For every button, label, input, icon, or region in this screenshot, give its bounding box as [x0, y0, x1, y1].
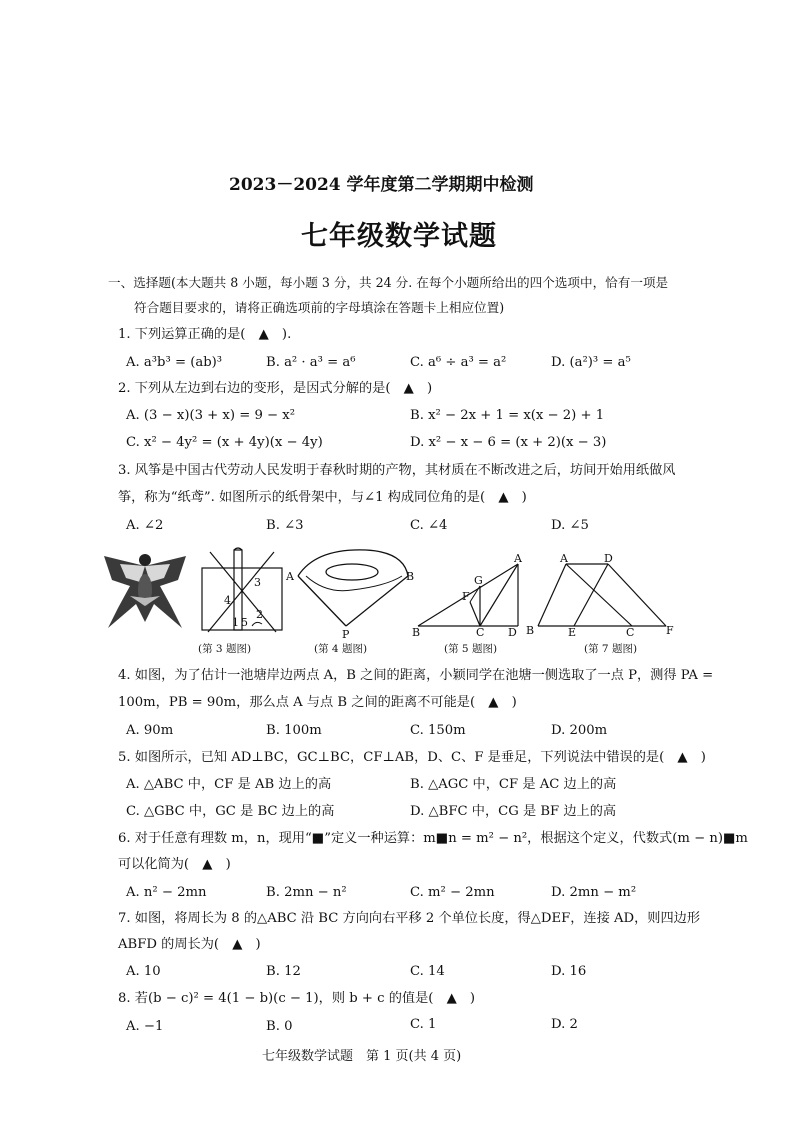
- q2-option-b: B. x² − 2x + 1 = x(x − 2) + 1: [410, 408, 605, 423]
- fig5-label-c: C: [476, 626, 485, 639]
- q3-option-d: D. ∠5: [551, 518, 589, 533]
- figure-4-caption: (第 4 题图): [314, 643, 368, 655]
- question-3-stem-line2: 筝，称为“纸鸢”. 如图所示的纸骨架中，与∠1 构成同位角的是( ▲ ): [118, 490, 527, 505]
- fig7-label-c: C: [626, 626, 635, 639]
- fig5-label-f: F: [462, 590, 470, 603]
- q2-option-d: D. x² − x − 6 = (x + 2)(x − 3): [410, 435, 607, 450]
- q2-option-a: A. (3 − x)(3 + x) = 9 − x²: [126, 408, 295, 423]
- q4-option-d: D. 200m: [551, 723, 608, 738]
- question-6-stem-line2: 可以化简为( ▲ ): [118, 857, 231, 872]
- q7-option-d: D. 16: [551, 964, 587, 979]
- section-instruction-line1: 一、选择题(本大题共 8 小题，每小题 3 分，共 24 分. 在每个小题所给出的四个选项中，恰有一项是: [108, 275, 669, 290]
- question-5-stem: 5. 如图所示，已知 AD⊥BC，GC⊥BC，CF⊥AB，D、C、F 是垂足，下列说法中错误的是( ▲ ): [118, 750, 706, 765]
- q5-option-b: B. △AGC 中，CF 是 AC 边上的高: [410, 777, 617, 792]
- question-7-stem-line1: 7. 如图，将周长为 8 的△ABC 沿 BC 方向向右平移 2 个单位长度，得△DEF，连接 AD，则四边形: [118, 911, 701, 926]
- fig3-label-4: 4: [224, 594, 231, 607]
- page-footer: 七年级数学试题 第 1 页(共 4 页): [262, 1049, 462, 1064]
- fig5-label-g: G: [474, 574, 483, 587]
- question-8-stem: 8. 若(b − c)² = 4(1 − b)(c − 1)，则 b + c 的值是( ▲ ): [118, 991, 476, 1006]
- figure-7-caption: (第 7 题图): [584, 643, 638, 655]
- question-6-stem-line1: 6. 对于任意有理数 m，n，现用“■”定义一种运算：m■n = m² − n²，根据这个定义，代数式(m − n)■m: [118, 831, 748, 846]
- figure-5-caption: (第 5 题图): [444, 643, 498, 655]
- fig7-label-b: B: [526, 624, 535, 637]
- figure-3-diagram: [196, 546, 288, 632]
- q3-option-a: A. ∠2: [126, 518, 164, 533]
- q1-option-c: C. a⁶ ÷ a³ = a²: [410, 355, 507, 370]
- q8-option-c: C. 1: [410, 1017, 437, 1032]
- q4-option-b: B. 100m: [266, 723, 322, 738]
- q7-option-b: B. 12: [266, 964, 301, 979]
- q6-option-d: D. 2mn − m²: [551, 885, 637, 900]
- q7-option-c: C. 14: [410, 964, 445, 979]
- fig5-label-a: A: [514, 552, 522, 565]
- section-instruction-line2: 符合题目要求的，请将正确选项前的字母填涂在答题卡上相应位置): [134, 300, 505, 315]
- fig3-label-3: 3: [254, 576, 261, 589]
- fig4-label-a: A: [286, 570, 294, 583]
- q6-option-c: C. m² − 2mn: [410, 885, 495, 900]
- fig3-label-2: 2: [256, 608, 263, 621]
- figure-3-caption: (第 3 题图): [198, 643, 252, 655]
- figure-5-diagram: [408, 552, 535, 639]
- fig7-label-d: D: [604, 552, 613, 565]
- kite-image: [100, 546, 190, 632]
- exam-title: 七年级数学试题: [301, 221, 497, 252]
- question-7-stem-line2: ABFD 的周长为( ▲ ): [118, 937, 261, 952]
- q8-option-d: D. 2: [551, 1017, 578, 1032]
- q6-option-b: B. 2mn − n²: [266, 885, 347, 900]
- fig4-label-p: P: [342, 628, 350, 641]
- fig3-label-5: 5: [241, 616, 248, 629]
- q5-option-d: D. △BFC 中，CG 是 BF 边上的高: [410, 804, 617, 819]
- figure-4-diagram: [286, 546, 421, 641]
- q3-option-c: C. ∠4: [410, 518, 448, 533]
- q5-option-a: A. △ABC 中，CF 是 AB 边上的高: [126, 777, 332, 792]
- question-2-stem: 2. 下列从左边到右边的变形，是因式分解的是( ▲ ): [118, 381, 433, 396]
- q5-option-c: C. △GBC 中，GC 是 BC 边上的高: [126, 804, 335, 819]
- fig7-label-e: E: [568, 626, 577, 639]
- question-4-stem-line2: 100m，PB = 90m，那么点 A 与点 B 之间的距离不可能是( ▲ ): [118, 695, 517, 710]
- q8-option-a: A. −1: [126, 1019, 164, 1034]
- term-title: 2023－2024 学年度第二学期期中检测: [229, 175, 534, 195]
- figure-7-diagram: [526, 552, 686, 639]
- q8-option-b: B. 0: [266, 1019, 293, 1034]
- fig7-label-f: F: [666, 624, 674, 637]
- q1-option-a: A. a³b³ = (ab)³: [126, 355, 223, 370]
- q1-option-d: D. (a²)³ = a⁵: [551, 355, 631, 370]
- q6-option-a: A. n² − 2mn: [126, 885, 207, 900]
- fig4-label-b: B: [406, 570, 415, 583]
- question-4-stem-line1: 4. 如图，为了估计一池塘岸边两点 A，B 之间的距离，小颖同学在池塘一侧选取了一点 P，测得 PA =: [118, 668, 714, 683]
- q3-option-b: B. ∠3: [266, 518, 304, 533]
- q1-option-b: B. a² · a³ = a⁶: [266, 355, 356, 370]
- question-1-stem: 1. 下列运算正确的是( ▲ ).: [118, 327, 292, 342]
- q4-option-c: C. 150m: [410, 723, 466, 738]
- q7-option-a: A. 10: [126, 964, 161, 979]
- q2-option-c: C. x² − 4y² = (x + 4y)(x − 4y): [126, 435, 323, 450]
- fig5-label-b: B: [412, 626, 421, 639]
- question-3-stem-line1: 3. 风筝是中国古代劳动人民发明于春秋时期的产物，其材质在不断改进之后，坊间开始用纸做风: [118, 463, 676, 478]
- fig3-label-1: 1: [232, 616, 239, 629]
- fig7-label-a: A: [560, 552, 568, 565]
- q4-option-a: A. 90m: [126, 723, 174, 738]
- fig5-label-d: D: [508, 626, 517, 639]
